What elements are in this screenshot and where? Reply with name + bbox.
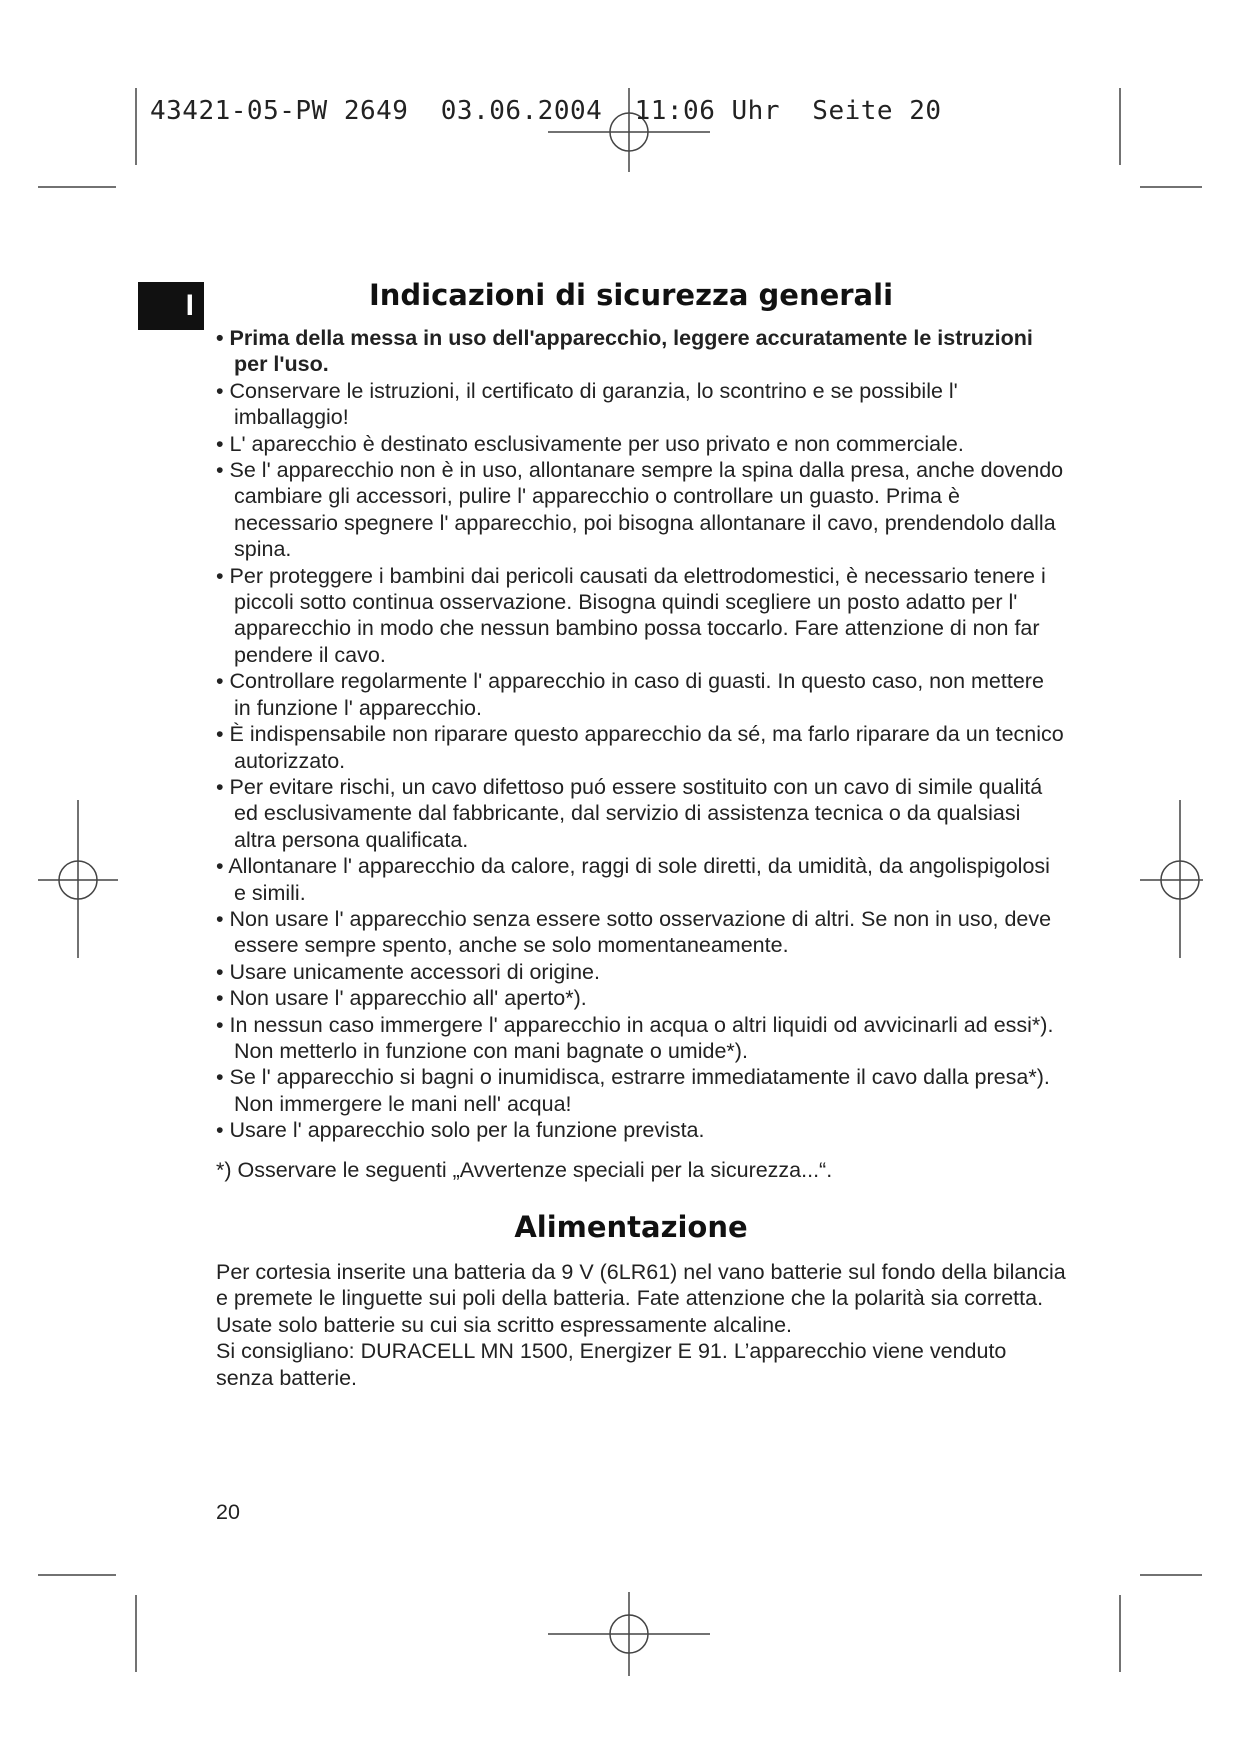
list-item: • Per evitare rischi, un cavo difettoso puó essere sostituito con un cavo di simile qualitá ed esclusivamente dal fabbricante, dal servizio di assistenza tecnica o da qualsiasi altra persona qualificata.: [216, 774, 1043, 852]
power-section-body: [216, 1259, 1066, 1391]
registration-mark-bottom: [548, 1592, 710, 1676]
list-item: • Controllare regolarmente l' apparecchio in caso di guasti. In questo caso, non mettere in funzione l' apparecchio.: [216, 669, 1044, 720]
footnote: *) Osservare le seguenti „Avvertenze speciali per la sicurezza...“.: [216, 1158, 833, 1182]
page-number: 20: [216, 1500, 240, 1524]
list-item: • L' aparecchio è destinato esclusivamente per uso privato e non commerciale.: [216, 431, 964, 456]
print-slug-header: 43421-05-PW 2649 03.06.2004 11:06 Uhr Seite 20: [150, 96, 942, 126]
list-item: • In nessun caso immergere l' apparecchio in acqua o altri liquidi od avvicinarli ad essi*). Non metterlo in funzione con mani bagnate o umide*).: [216, 1012, 1054, 1063]
list-item: • Non usare l' apparecchio all' aperto*).: [216, 986, 587, 1011]
list-item: • Conservare le istruzioni, il certificato di garanzia, lo scontrino e se possibile l' imballaggio!: [216, 378, 958, 430]
list-item: • Se l' apparecchio non è in uso, allontanare sempre la spina dalla presa, anche dovendo cambiare gli accessori, pulire l' apparecchio o controllare un guasto. Prima è necessario spegnere l' apparecchio, poi bisogna allontanare il cavo, prendendolo dalla spina.: [216, 458, 1064, 562]
list-item: • Prima della messa in uso dell'apparecchio, leggere accuratamente le istruzioni per l'uso.: [216, 326, 1033, 377]
list-item: • È indispensabile non riparare questo apparecchio da sé, ma farlo riparare da un tecnico autorizzato.: [216, 722, 1064, 773]
language-tab: I: [138, 282, 204, 330]
list-item: • Per proteggere i bambini dai pericoli causati da elettrodomestici, è necessario tenere i piccoli sotto continua osservazione. Bisogna quindi scegliere un posto adatto per l' apparecchio in modo che nessun bambino possa toccarlo. Fare attenzione di non far pendere il cavo.: [216, 563, 1046, 667]
list-item: • Allontanare l' apparecchio da calore, raggi di sole diretti, da umidità, da angolispigolosi e simili.: [216, 854, 1050, 905]
section-title-safety: Indicazioni di sicurezza generali: [368, 278, 894, 312]
paragraph: Per cortesia inserite una batteria da 9 V (6LR61) nel vano batterie sul fondo della bilancia e premete le linguette sui poli della batteria. Fate attenzione che la polarità sia corretta. Usate solo batterie su cui sia scritto espressamente alcaline.: [216, 1260, 1066, 1337]
list-item: • Usare unicamente accessori di origine.: [216, 959, 600, 984]
list-item: • Usare l' apparecchio solo per la funzione prevista.: [216, 1118, 705, 1143]
paragraph: Si consigliano: DURACELL MN 1500, Energizer E 91. L’apparecchio viene venduto senza batterie.: [216, 1339, 1007, 1390]
list-item: • Se l' apparecchio si bagni o inumidisca, estrarre immediatamente il cavo dalla presa*). Non immergere le mani nell' acqua!: [216, 1065, 1050, 1116]
safety-list: [216, 325, 1066, 1144]
registration-mark-right: [1140, 800, 1203, 958]
registration-mark-left: [38, 800, 118, 958]
section-title-power: Alimentazione: [514, 1210, 748, 1244]
list-item: • Non usare l' apparecchio senza essere sotto osservazione di altri. Se non in uso, deve essere sempre spento, anche se solo momentaneamente.: [216, 906, 1052, 958]
